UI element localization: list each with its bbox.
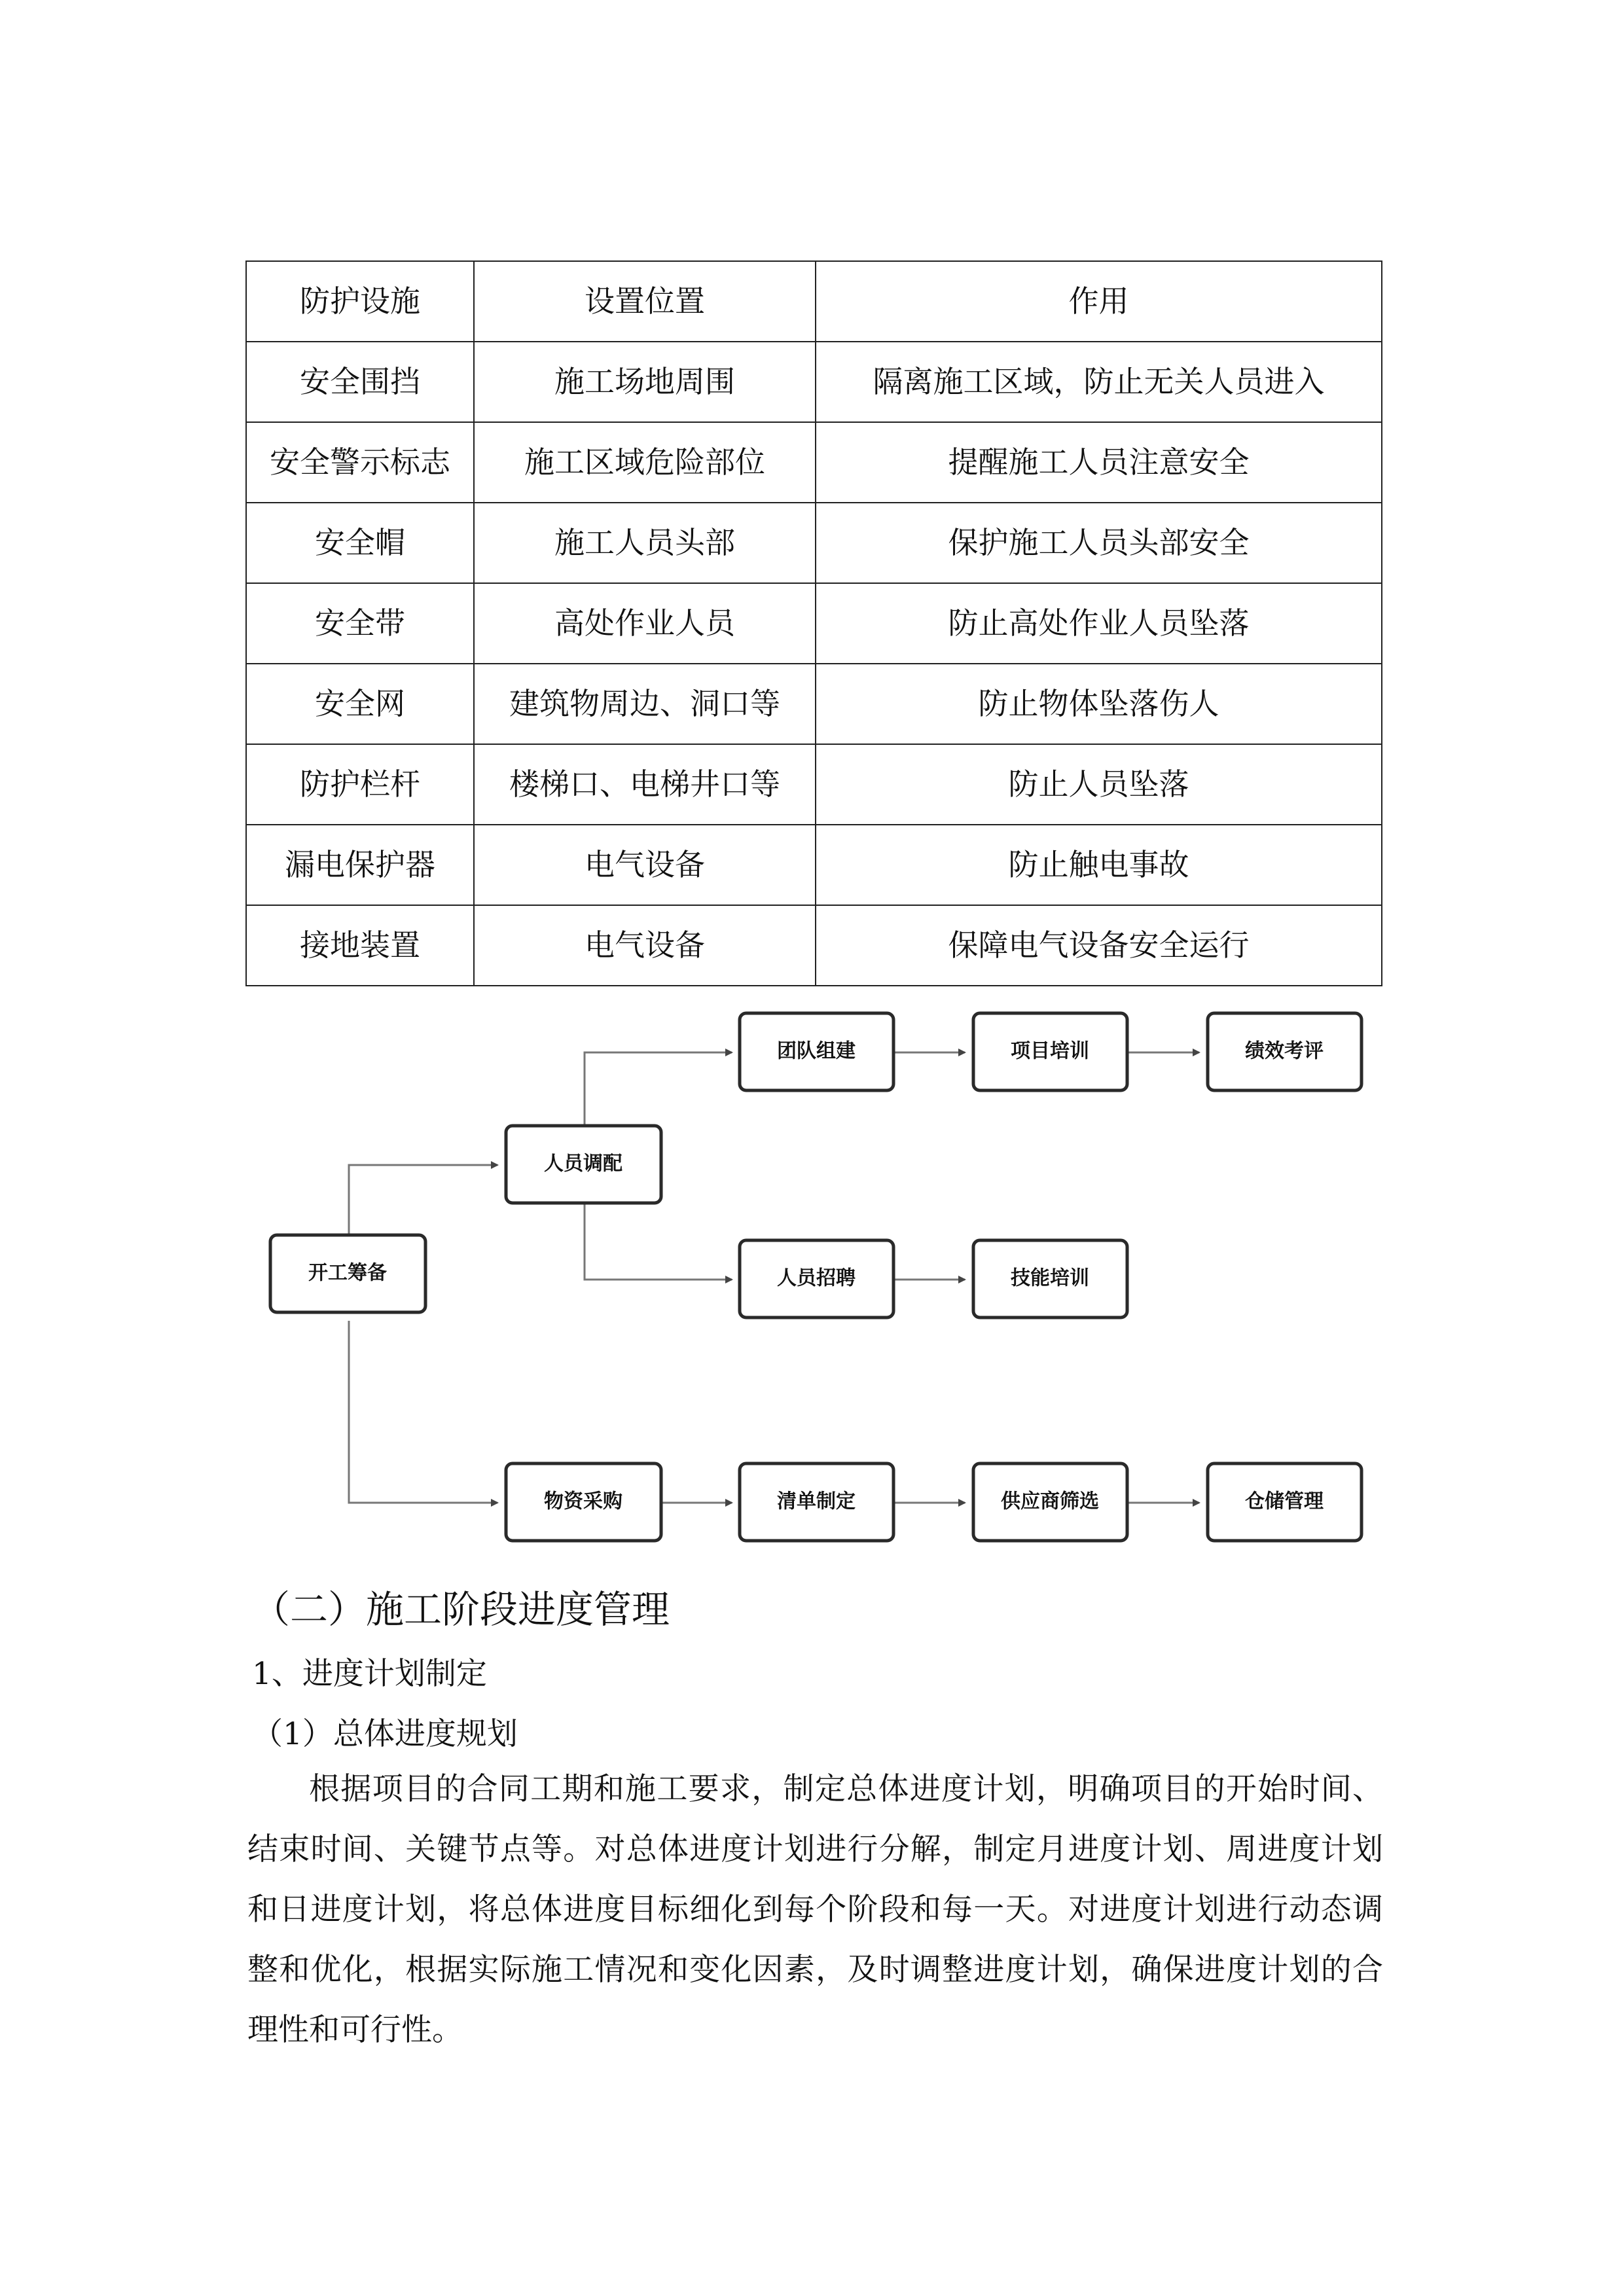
table-row (246, 744, 1382, 825)
edge-personnel-to-recruit (585, 1203, 732, 1280)
subsection-heading: 1、进度计划制定 (252, 1656, 487, 1692)
header-cell: 设置位置 (474, 261, 816, 342)
table-cell: 提醒施工人员注意安全 (816, 422, 1382, 503)
header-cell: 防护设施 (246, 261, 474, 342)
body-paragraph: 根据项目的合同工期和施工要求，制定总体进度计划，明确项目的开始时间、结束时间、关键节点等。对总体进度计划进行分解，制定月进度计划、周进度计划和日进度计划，将总体进度目标细化到每个阶段和每一天。对进度计划进行动态调整和优化，根据实际施工情况和变化因素，及时调整进度计划，确保进度计划的合理性和可行性。 (247, 1771, 1383, 2048)
table-cell: 安全围挡 (246, 342, 474, 422)
node-start (270, 1235, 425, 1312)
table-cell: 楼梯口、电梯井口等 (474, 744, 816, 825)
node-procurement (506, 1463, 661, 1541)
table-cell: 安全帽 (246, 503, 474, 583)
table-cell: 施工场地周围 (474, 342, 816, 422)
table-cell: 防止触电事故 (816, 825, 1382, 905)
node-project-training (973, 1013, 1127, 1090)
table-cell: 隔离施工区域，防止无关人员进入 (816, 342, 1382, 422)
table-cell: 建筑物周边、洞口等 (474, 664, 816, 744)
node-storage-management-label: 仓储管理 (1245, 1490, 1324, 1513)
table-cell: 保障电气设备安全运行 (816, 905, 1382, 986)
table-cell: 高处作业人员 (474, 583, 816, 664)
node-recruitment (740, 1240, 893, 1318)
table-cell: 安全网 (246, 664, 474, 744)
node-procurement-label: 物资采购 (544, 1490, 623, 1513)
node-performance-review-label: 绩效考评 (1245, 1039, 1324, 1063)
table-row (246, 503, 1382, 583)
edge-personnel-to-team (585, 1052, 732, 1124)
table-cell: 安全警示标志 (246, 422, 474, 503)
node-list-making-label: 清单制定 (777, 1490, 856, 1513)
node-personnel-label: 人员调配 (544, 1152, 623, 1175)
construction-prep-flowchart (0, 982, 1624, 1571)
table-cell: 电气设备 (474, 825, 816, 905)
edge-start-to-procurement (349, 1321, 497, 1503)
table-row (246, 905, 1382, 986)
table-cell: 施工区域危险部位 (474, 422, 816, 503)
table-row (246, 664, 1382, 744)
node-supplier-screening (973, 1463, 1127, 1541)
table-cell: 防止高处作业人员坠落 (816, 583, 1382, 664)
table-cell: 防护栏杆 (246, 744, 474, 825)
node-project-training-label: 项目培训 (1011, 1039, 1089, 1063)
table-cell: 防止人员坠落 (816, 744, 1382, 825)
header-cell: 作用 (816, 261, 1382, 342)
node-skill-training (973, 1240, 1127, 1318)
protection-facilities-table (245, 260, 1382, 986)
table-cell: 施工人员头部 (474, 503, 816, 583)
edge-start-to-personnel (349, 1165, 497, 1235)
section-heading: （二）施工阶段进度管理 (252, 1587, 670, 1632)
table-row (246, 583, 1382, 664)
table-cell: 接地装置 (246, 905, 474, 986)
table-row (246, 422, 1382, 503)
node-team-build-label: 团队组建 (777, 1039, 856, 1063)
table-cell: 保护施工人员头部安全 (816, 503, 1382, 583)
node-performance-review (1208, 1013, 1362, 1090)
node-personnel (506, 1126, 661, 1203)
node-supplier-screening-label: 供应商筛选 (1001, 1490, 1099, 1513)
node-storage-management (1208, 1463, 1362, 1541)
table-row (246, 342, 1382, 422)
table-cell: 安全带 (246, 583, 474, 664)
table-cell: 漏电保护器 (246, 825, 474, 905)
table-header-row (246, 261, 1382, 342)
table-cell: 电气设备 (474, 905, 816, 986)
node-team-build (740, 1013, 893, 1090)
table-row (246, 825, 1382, 905)
node-skill-training-label: 技能培训 (1011, 1266, 1089, 1290)
node-start-label: 开工筹备 (308, 1261, 387, 1285)
node-recruitment-label: 人员招聘 (777, 1266, 856, 1290)
subsubsection-heading: （1）总体进度规划 (252, 1716, 518, 1752)
table-cell: 防止物体坠落伤人 (816, 664, 1382, 744)
node-list-making (740, 1463, 893, 1541)
